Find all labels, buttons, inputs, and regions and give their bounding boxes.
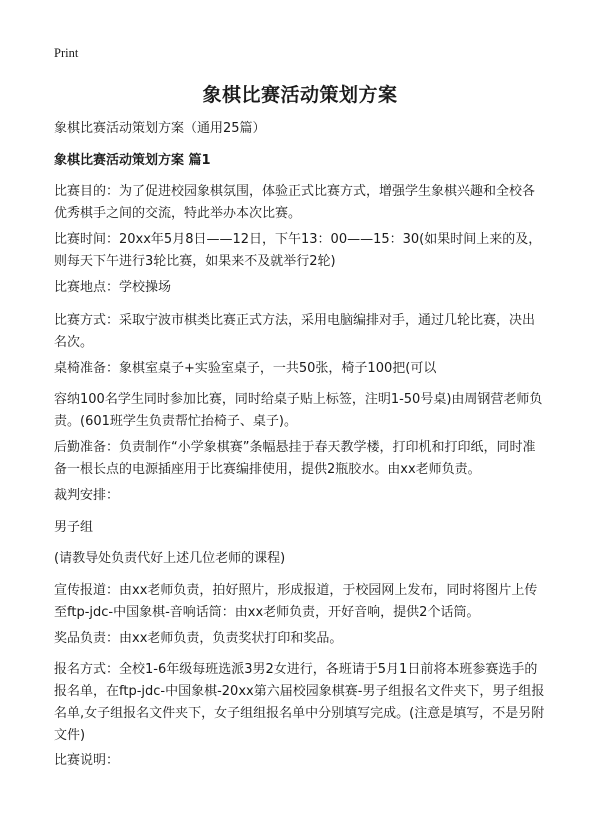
document-subtitle: 象棋比赛活动策划方案（通用25篇） xyxy=(54,121,266,136)
paragraph-time: 比赛时间：20xx年5月8日——12日，下午13：00——15：30(如果时间上来的及，则每天下午进行3轮比赛，如果来不及就举行2轮) xyxy=(54,232,542,269)
paragraph-method: 比赛方式：采取宁波市棋类比赛正式方法，采用电脑编排对手，通过几轮比赛，决出名次。 xyxy=(54,313,536,350)
paragraph-mens-group: 男子组 xyxy=(54,520,94,535)
paragraph-rules: 比赛说明： xyxy=(54,753,120,768)
paragraph-capacity: 容纳100名学生同时参加比赛，同时给桌子贴上标签，注明1-50号桌)由周钢营老师负责。(601班学生负责帮忙抬椅子、桌子)。 xyxy=(54,392,543,429)
paragraph-referees: 裁判安排： xyxy=(54,488,120,503)
paragraph-furniture: 桌椅准备：象棋室桌子+实验室桌子，一共50张，椅子100把(可以 xyxy=(54,361,437,376)
document-title: 象棋比赛活动策划方案 xyxy=(202,84,398,106)
print-label: Print xyxy=(54,46,79,60)
paragraph-prizes: 奖品负责：由xx老师负责，负责奖状打印和奖品。 xyxy=(54,631,343,646)
paragraph-registration: 报名方式：全校1-6年级每班选派3男2女进行，各班请于5月1日前将本班参赛选手的报名单，在ftp-jdc-中国象棋-20xx第六届校园象棋赛-男子组报名文件夹下，男子组报名单,女子组报名文件夹下，女子组组报名单中分别填写完成。(注意是填写，不是另附文件) xyxy=(54,662,545,743)
paragraph-location: 比赛地点：学校操场 xyxy=(54,280,172,295)
section-heading: 象棋比赛活动策划方案 篇1 xyxy=(54,153,211,168)
paragraph-purpose: 比赛目的：为了促进校园象棋氛围，体验正式比赛方式，增强学生象棋兴趣和全校各优秀棋手之间的交流，特此举办本次比赛。 xyxy=(54,184,536,221)
paragraph-publicity: 宣传报道：由xx老师负责，拍好照片，形成报道，于校园网上发布，同时将图片上传至ftp-jdc-中国象棋-音响话筒：由xx老师负责，开好音响，提供2个话筒。 xyxy=(54,583,538,620)
paragraph-logistics: 后勤准备：负责制作“小学象棋赛”条幅悬挂于春天教学楼，打印机和打印纸，同时准备一根长点的电源插座用于比赛编排使用，提供2瓶胶水。由xx老师负责。 xyxy=(54,440,536,477)
paragraph-note: (请教导处负责代好上述几位老师的课程) xyxy=(54,551,286,566)
